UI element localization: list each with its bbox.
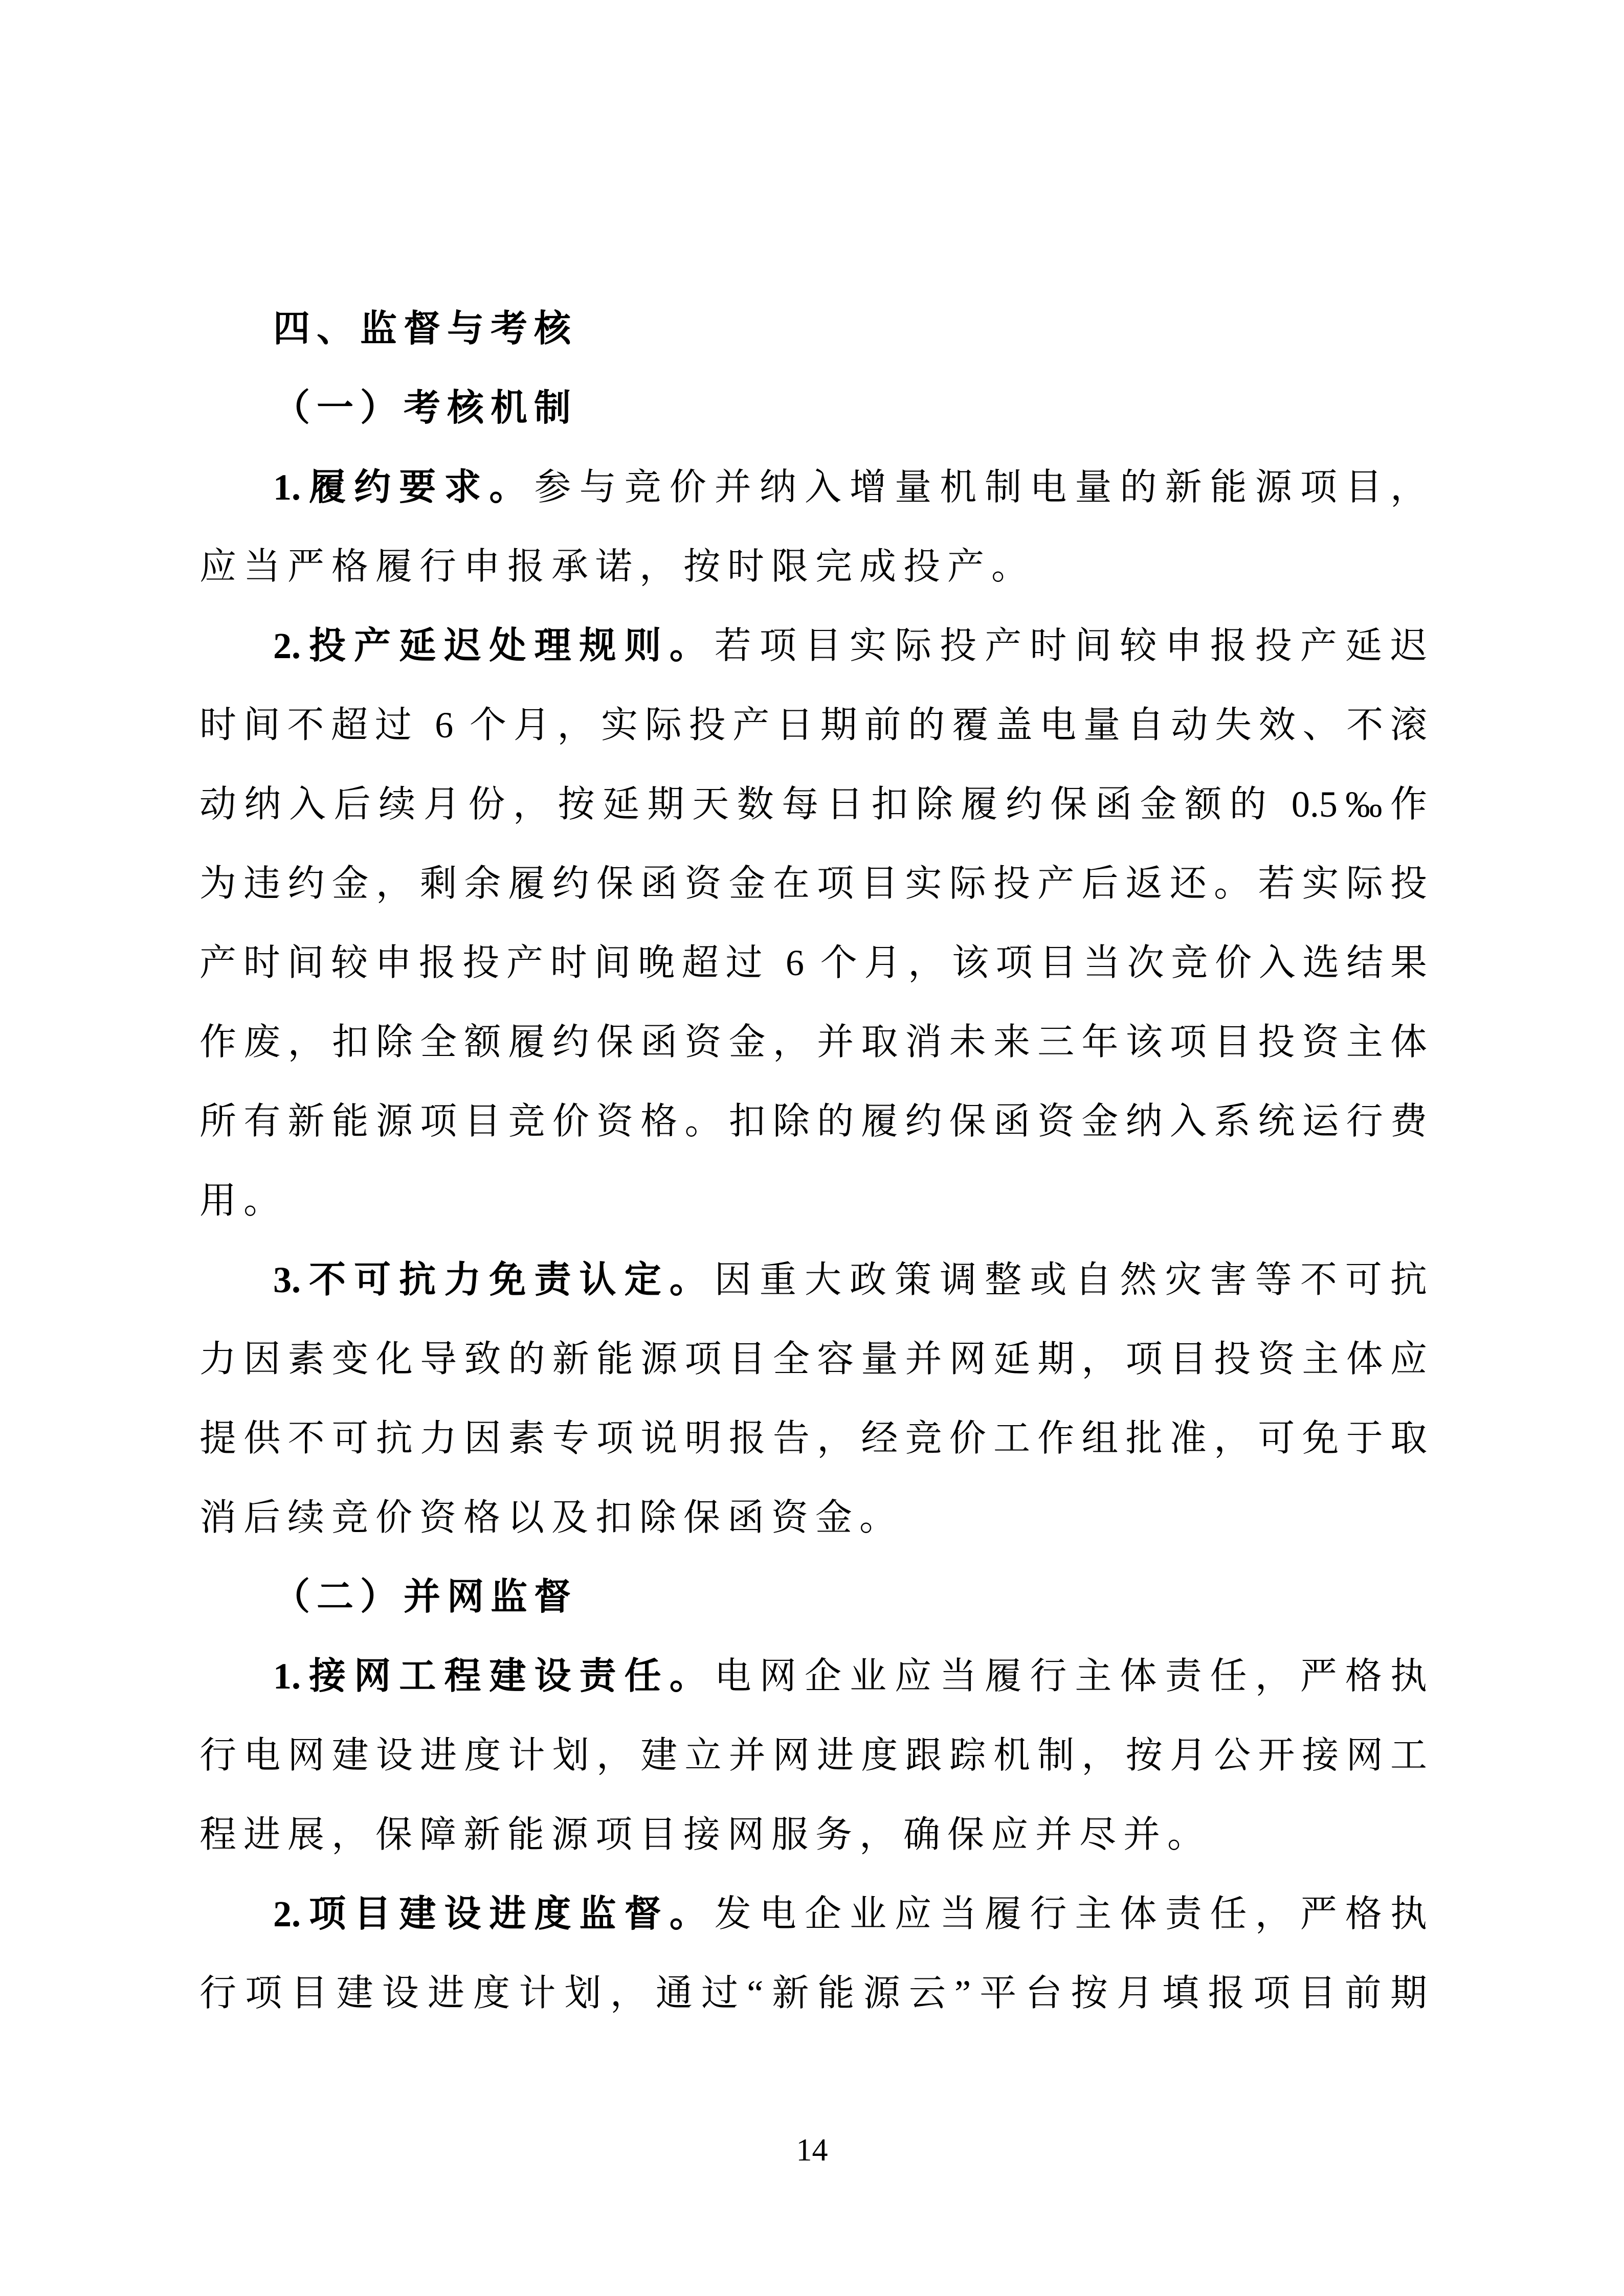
doc-line (199, 1954, 1427, 2033)
doc-line (199, 606, 1427, 686)
doc-line (199, 924, 1427, 1003)
doc-line (199, 1637, 1427, 1716)
line-text: 程进展，保障新能源项目接网服务，确保应并尽并。 (199, 1814, 1212, 1855)
subsection-heading (199, 1558, 1427, 1637)
subsection-heading-text: （一）考核机制 (273, 388, 578, 429)
line-text: 用。 (199, 1180, 288, 1221)
doc-line (199, 1241, 1427, 1320)
doc-line (199, 1082, 1427, 1161)
run-in-heading: 2.项目建设进度监督。 (273, 1894, 715, 1934)
line-text: 力因素变化导致的新能源项目全容量并网延期，项目投资主体应 (199, 1339, 1427, 1380)
doc-line (199, 844, 1427, 924)
doc-line (199, 1716, 1427, 1795)
line-text: 应当严格履行申报承诺，按时限完成投产。 (199, 546, 1036, 587)
doc-line (199, 1875, 1427, 1954)
line-text: 若项目实际投产时间较申报投产延迟 (714, 625, 1427, 666)
run-in-heading: 1.接网工程建设责任。 (273, 1656, 715, 1697)
section-heading (199, 289, 1427, 369)
doc-line (199, 527, 1427, 606)
line-text: 行项目建设进度计划，通过“新能源云”平台按月填报项目前期 (199, 1973, 1427, 2014)
run-in-heading: 3.不可抗力免责认定。 (273, 1259, 715, 1300)
line-text: 因重大政策调整或自然灾害等不可抗 (714, 1259, 1427, 1300)
doc-line (199, 1795, 1427, 1875)
doc-line (199, 1399, 1427, 1478)
page-number: 14 (796, 2133, 828, 2168)
line-text: 动纳入后续月份，按延期天数每日扣除履约保函金额的 0.5‰作 (199, 784, 1427, 825)
line-text: 提供不可抗力因素专项说明报告，经竞价工作组批准，可免于取 (199, 1418, 1427, 1459)
doc-line (199, 765, 1427, 844)
line-text: 为违约金，剩余履约保函资金在项目实际投产后返还。若实际投 (199, 863, 1427, 904)
run-in-heading: 2.投产延迟处理规则。 (273, 625, 715, 666)
doc-line (199, 1320, 1427, 1399)
line-text: 电网企业应当履行主体责任，严格执 (714, 1656, 1427, 1697)
doc-line (199, 448, 1427, 527)
line-text: 参与竞价并纳入增量机制电量的新能源项目， (534, 467, 1427, 508)
line-text: 行电网建设进度计划，建立并网进度跟踪机制，按月公开接网工 (199, 1735, 1427, 1776)
document-body (199, 289, 1427, 2033)
line-text: 产时间较申报投产时间晚超过 6 个月，该项目当次竞价入选结果 (199, 942, 1427, 983)
line-text: 所有新能源项目竞价资格。扣除的履约保函资金纳入系统运行费 (199, 1101, 1427, 1142)
subsection-heading (199, 369, 1427, 448)
doc-line (199, 1003, 1427, 1082)
doc-line (199, 1161, 1427, 1241)
section-heading-text: 四、监督与考核 (273, 308, 578, 349)
line-text: 发电企业应当履行主体责任，严格执 (714, 1894, 1427, 1934)
run-in-heading: 1.履约要求。 (273, 467, 535, 508)
line-text: 作废，扣除全额履约保函资金，并取消未来三年该项目投资主体 (199, 1022, 1427, 1063)
line-text: 时间不超过 6 个月，实际投产日期前的覆盖电量自动失效、不滚 (199, 705, 1427, 746)
line-text: 消后续竞价资格以及扣除保函资金。 (199, 1497, 904, 1538)
subsection-heading-text: （二）并网监督 (273, 1577, 578, 1617)
doc-line (199, 1478, 1427, 1558)
doc-line (199, 686, 1427, 765)
